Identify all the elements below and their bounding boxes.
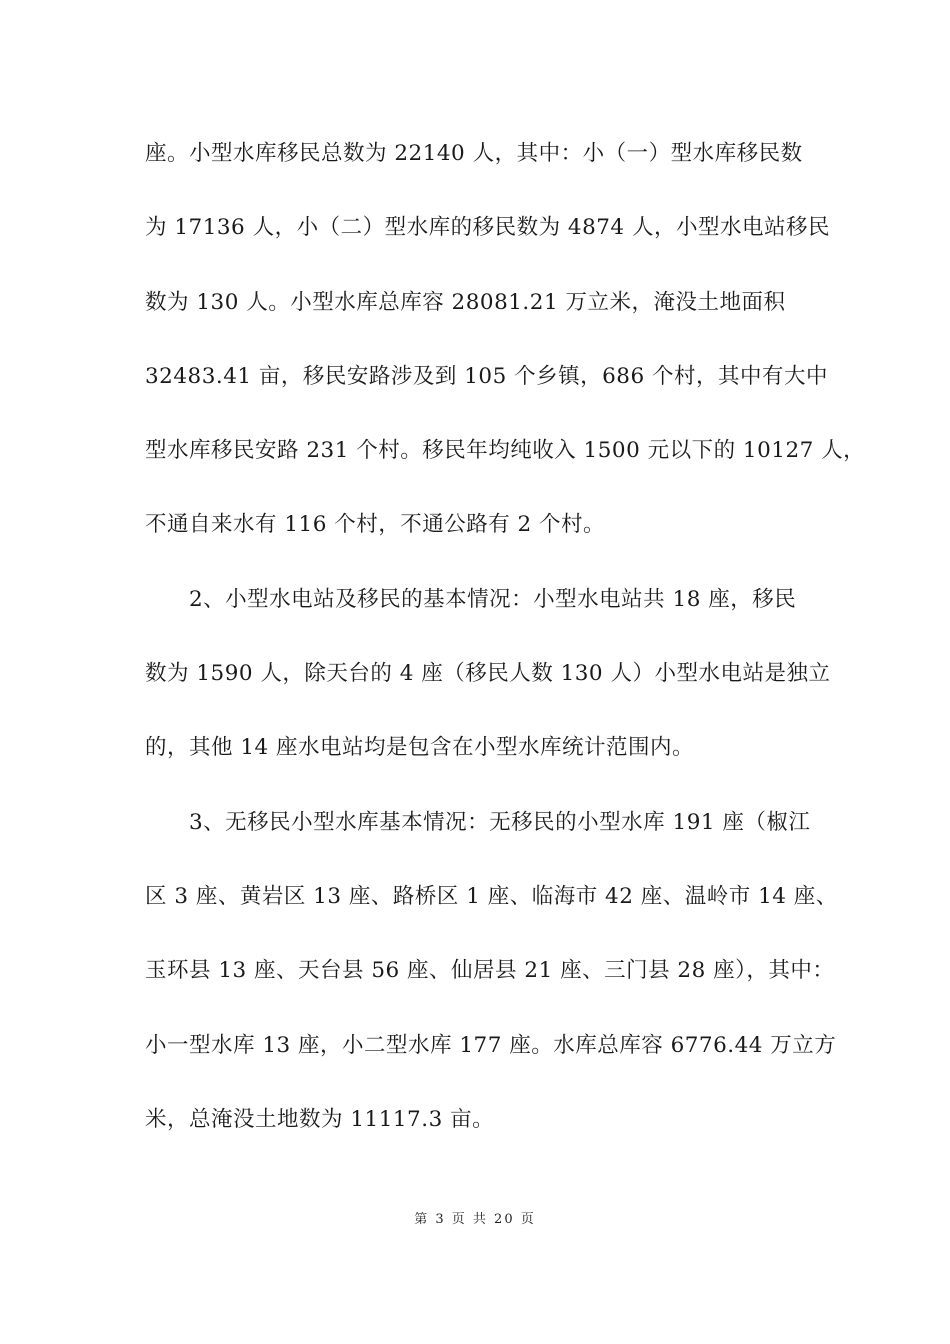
text-line: 座。小型水库移民总数为 22140 人，其中：小（一）型水库移民数 [145,141,803,166]
text-line: 米，总淹没土地数为 11117.3 亩。 [145,1106,495,1132]
page-number-footer: 第 3 页 共 20 页 [414,1212,536,1227]
text-line: 为 17136 人，小（二）型水库的移民数为 4874 人，小型水电站移民 [145,215,830,241]
text-line: 型水库移民安路 231 个村。移民年均纯收入 1500 元以下的 10127 人， [145,438,866,464]
text-line: 32483.41 亩，移民安路涉及到 105 个乡镇，686 个村，其中有大中 [145,363,828,389]
text-line: 区 3 座、黄岩区 13 座、路桥区 1 座、临海市 42 座、温岭市 14 座、 [145,883,838,909]
text-line: 数为 1590 人，除天台的 4 座（移民人数 130 人）小型水电站是独立 [145,661,831,687]
text-line: 小一型水库 13 座，小二型水库 177 座。水库总库容 6776.44 万立方 [145,1032,837,1058]
text-line: 不通自来水有 116 个村，不通公路有 2 个村。 [145,512,606,538]
text-line: 玉环县 13 座、天台县 56 座、仙居县 21 座、三门县 28 座），其中： [145,958,835,984]
text-line: 数为 130 人。小型水库总库容 28081.21 万立米，淹没土地面积 [145,289,786,315]
body-text [145,136,866,1176]
paragraph-3-start: 3、无移民小型水库基本情况：无移民的小型水库 191 座（椒江 [189,809,811,835]
text-line: 的，其他 14 座水电站均是包含在小型水库统计范围内。 [145,735,695,761]
paragraph-2-start: 2、小型水电站及移民的基本情况：小型水电站共 18 座，移民 [189,586,797,612]
